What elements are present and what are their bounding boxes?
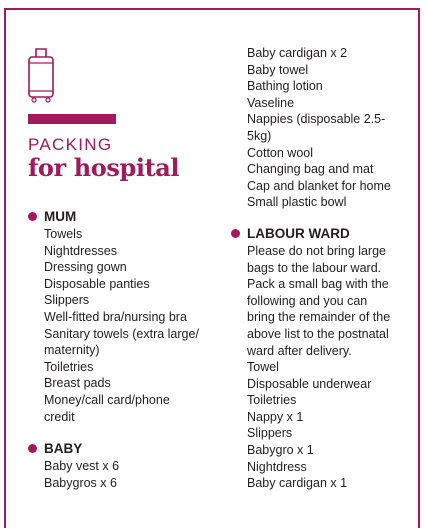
list-item: Nappies (disposable 2.5- [247, 112, 386, 127]
suitcase-icon [26, 47, 56, 103]
baby-bullet [28, 444, 37, 453]
list-item: Baby vest x 6 [44, 459, 120, 473]
list-item: Money/call card/phone [44, 392, 170, 407]
list-item: Towel [247, 360, 279, 374]
note-line: following and you can [247, 293, 368, 308]
note-line: above list to the postnatal [247, 326, 389, 341]
baby-list-left [44, 458, 119, 491]
note-line: Pack a small bag with the [247, 277, 389, 292]
list-item: Towels [44, 227, 83, 241]
list-item: Nightdresses [44, 243, 117, 258]
baby-heading: BABY [44, 441, 83, 456]
list-item: Cotton wool [247, 145, 314, 160]
list-item: Baby towel [247, 62, 309, 77]
labour-ward-note [247, 243, 390, 359]
list-item: Slippers [247, 426, 293, 441]
list-item: 5kg) [247, 128, 272, 143]
list-item: Well-fitted bra/nursing bra [44, 309, 187, 324]
list-item: credit [44, 409, 75, 424]
baby-list-right [247, 45, 391, 211]
list-item: Toiletries [44, 359, 94, 374]
list-item: Toiletries [247, 393, 297, 408]
list-item: Disposable underwear [247, 376, 372, 391]
list-item: Dressing gown [44, 260, 127, 275]
list-item: Bathing lotion [247, 79, 323, 94]
note-line: bags to the labour ward. [247, 260, 382, 275]
labour-ward-list [247, 359, 371, 492]
list-item: Disposable panties [44, 276, 150, 291]
mum-list [44, 226, 199, 425]
list-item: Nightdress [247, 459, 307, 474]
list-item: Babygro x 1 [247, 442, 314, 457]
list-item: Small plastic bowl [247, 195, 347, 210]
list-item: Nappy x 1 [247, 409, 304, 424]
mum-bullet [28, 212, 37, 221]
note-line: bring the remainder of the [247, 310, 391, 325]
labour-ward-bullet [231, 229, 240, 238]
list-item: Baby cardigan x 1 [247, 476, 348, 491]
page-title: for hospital [28, 153, 180, 182]
list-item: Baby cardigan x 2 [247, 46, 348, 60]
list-item: maternity) [44, 343, 100, 358]
page-kicker: PACKING [28, 135, 113, 154]
mum-heading: MUM [44, 209, 77, 224]
note-line: ward after delivery. [247, 343, 352, 358]
labour-ward-heading: LABOUR WARD [247, 226, 350, 241]
list-item: Cap and blanket for home [247, 178, 391, 193]
list-item: Changing bag and mat [247, 162, 374, 177]
list-item: Slippers [44, 293, 90, 308]
list-item: Babygros x 6 [44, 475, 117, 490]
title-rule [28, 114, 116, 124]
list-item: Sanitary towels (extra large/ [44, 326, 199, 341]
list-item: Vaseline [247, 95, 295, 110]
note-line: Please do not bring large [247, 244, 386, 258]
list-item: Breast pads [44, 376, 111, 391]
